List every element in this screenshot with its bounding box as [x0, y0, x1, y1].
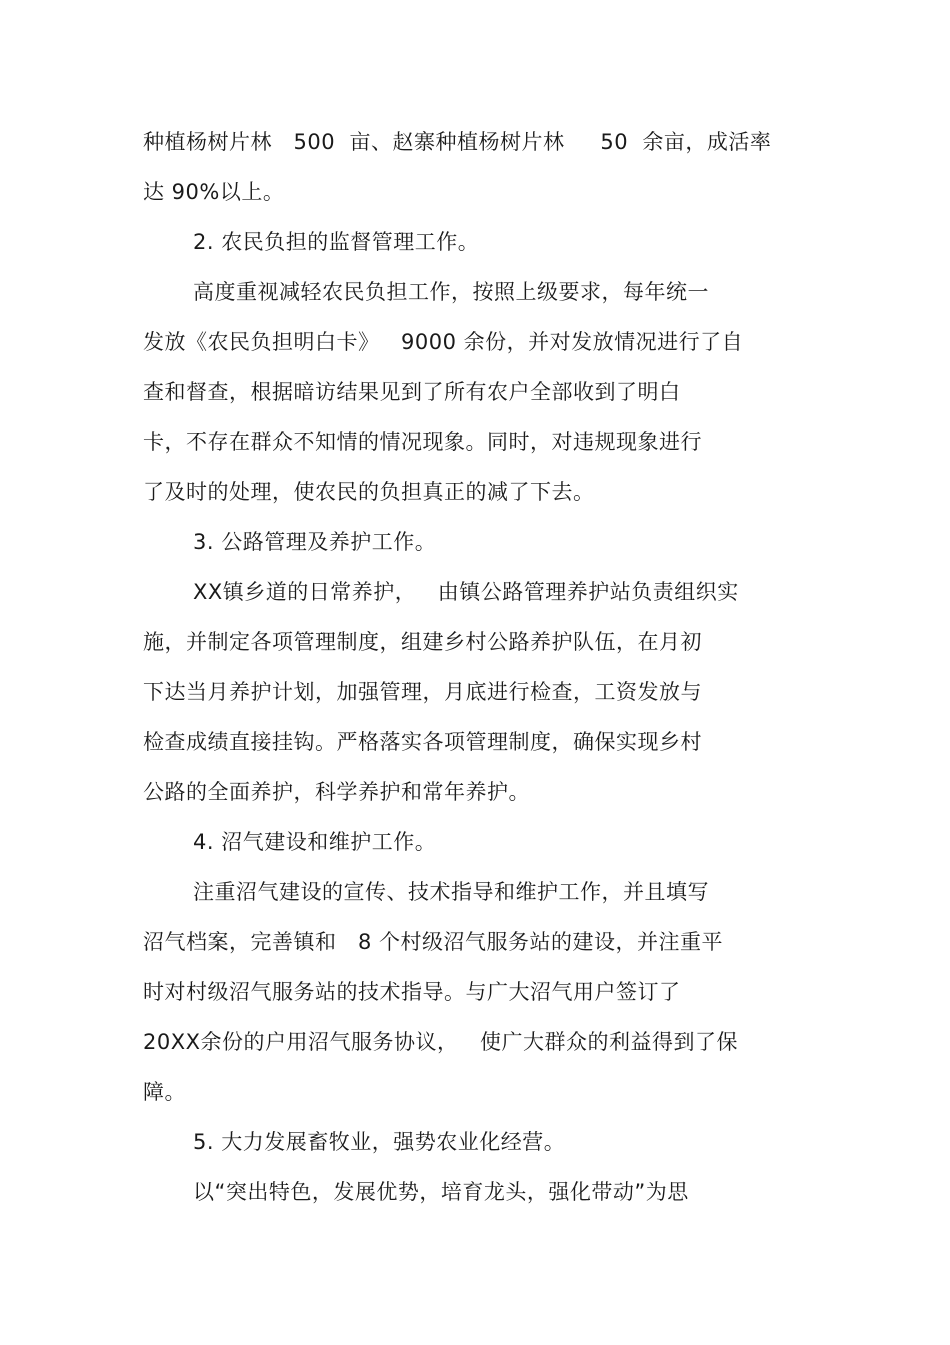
text-line: 了及时的处理，使农民的负担真正的减了下去。	[143, 480, 595, 504]
text-line: 发放《农民负担明白卡》 9000 余份，并对发放情况进行了自	[143, 330, 744, 354]
text-line: 达 90%以上。	[143, 180, 285, 204]
section-heading: 2. 农民负担的监督管理工作。	[193, 230, 480, 254]
text-line: 种植杨树片林 500 亩、赵寨种植杨树片林 50 余亩，成活率	[143, 130, 772, 154]
section-heading: 4. 沼气建设和维护工作。	[193, 830, 437, 854]
section-heading: 5. 大力发展畜牧业，强势农业化经营。	[193, 1130, 566, 1154]
text-line: 公路的全面养护，科学养护和常年养护。	[143, 780, 530, 804]
section-heading: 3. 公路管理及养护工作。	[193, 530, 437, 554]
text-line: 20XX余份的户用沼气服务协议， 使广大群众的利益得到了保	[143, 1030, 739, 1054]
text-line: 高度重视减轻农民负担工作，按照上级要求，每年统一	[193, 280, 709, 304]
text-line: 沼气档案，完善镇和 8 个村级沼气服务站的建设，并注重平	[143, 930, 724, 954]
text-line: 障。	[143, 1080, 186, 1104]
text-line: 时对村级沼气服务站的技术指导。与广大沼气用户签订了	[143, 980, 681, 1004]
text-line: XX镇乡道的日常养护， 由镇公路管理养护站负责组织实	[193, 580, 739, 604]
text-line: 注重沼气建设的宣传、技术指导和维护工作，并且填写	[193, 880, 709, 904]
text-line: 下达当月养护计划，加强管理，月底进行检查，工资发放与	[143, 680, 702, 704]
text-line: 卡，不存在群众不知情的情况现象。同时，对违规现象进行	[143, 430, 702, 454]
text-line: 施，并制定各项管理制度，组建乡村公路养护队伍，在月初	[143, 630, 702, 654]
text-line: 查和督查，根据暗访结果见到了所有农户全部收到了明白	[143, 380, 681, 404]
text-line: 检查成绩直接挂钩。严格落实各项管理制度，确保实现乡村	[143, 730, 702, 754]
text-line: 以“突出特色，发展优势，培育龙头，强化带动”为思	[193, 1180, 689, 1204]
